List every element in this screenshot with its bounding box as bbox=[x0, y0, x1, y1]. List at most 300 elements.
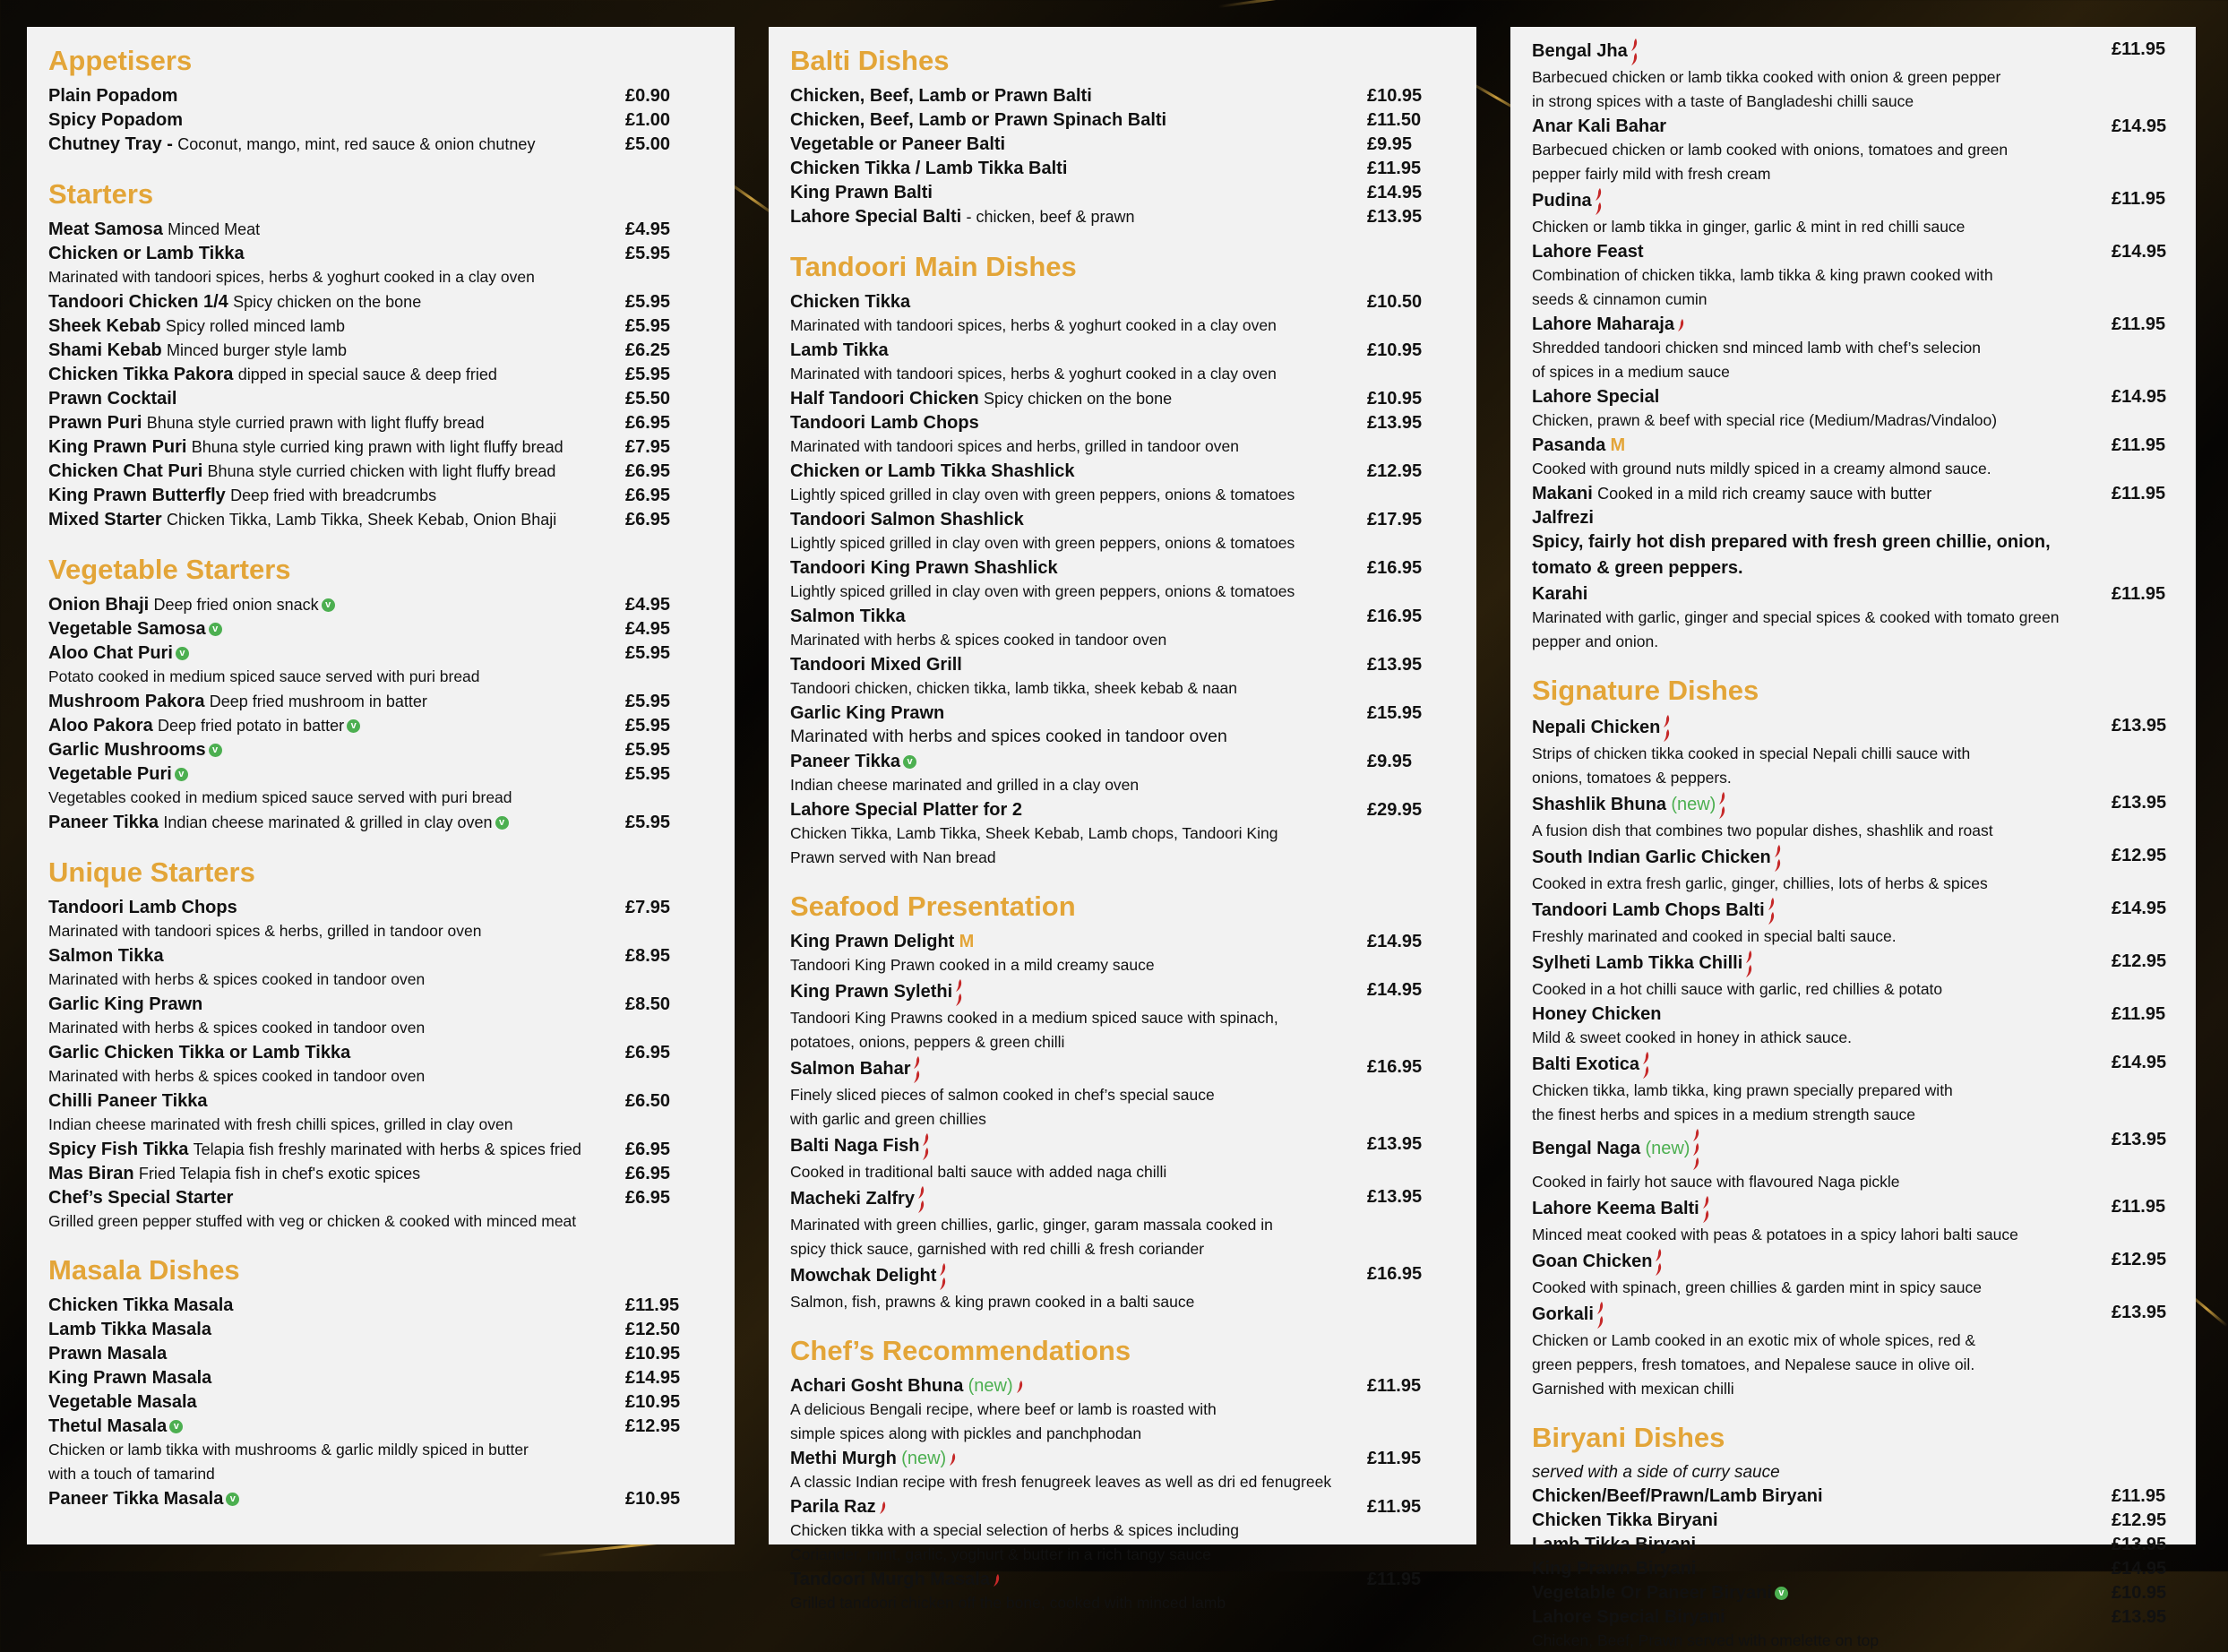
dish-description: Chicken tikka, lamb tikka, king prawn specially prepared with bbox=[1532, 1081, 1953, 1099]
menu-item-row bbox=[1532, 1533, 2176, 1557]
chilli-icon bbox=[939, 1262, 947, 1291]
chilli-icon bbox=[993, 1573, 1001, 1587]
menu-item bbox=[790, 653, 1457, 700]
menu-item-main bbox=[48, 133, 625, 157]
menu-item bbox=[48, 993, 715, 1039]
menu-item-row bbox=[790, 1132, 1457, 1161]
dish-description: Chicken, prawn & beef with special rice (Medium/Madras/Vindaloo) bbox=[1532, 411, 1998, 429]
dish-name: Tandoori Lamb Chops Balti bbox=[1532, 900, 1765, 921]
dish-price: £6.95 bbox=[625, 413, 671, 433]
menu-item-main bbox=[790, 387, 1367, 411]
menu-item-row bbox=[48, 1089, 715, 1114]
dish-price: £1.00 bbox=[625, 110, 671, 130]
menu-item bbox=[790, 1495, 1457, 1566]
dish-price: £5.95 bbox=[625, 292, 671, 312]
menu-item-main bbox=[48, 1041, 625, 1065]
dish-price: £4.95 bbox=[625, 595, 671, 615]
dish-name: Tandoori King Prawn Shashlick bbox=[790, 558, 1058, 578]
dish-name: Mushroom Pakora bbox=[48, 692, 205, 711]
dish-description: Potato cooked in medium spiced sauce served with puri bread bbox=[48, 667, 480, 685]
dish-name: Chicken Tikka Biryani bbox=[1532, 1510, 1718, 1530]
menu-item-row bbox=[790, 750, 1457, 774]
menu-item bbox=[48, 593, 715, 617]
dish-name: Lamb Tikka Masala bbox=[48, 1320, 211, 1339]
menu-item-main bbox=[790, 508, 1367, 532]
menu-item bbox=[1532, 313, 2176, 383]
dish-name: South Indian Garlic Chicken bbox=[1532, 848, 1771, 868]
dish-name: Pasanda bbox=[1532, 435, 1606, 455]
dish-price: £8.50 bbox=[625, 994, 671, 1014]
menu-item-row bbox=[48, 339, 715, 363]
menu-item-main bbox=[48, 484, 625, 508]
menu-item-main bbox=[1532, 506, 2112, 530]
menu-item-main bbox=[1532, 1195, 2112, 1224]
dish-name: Nepali Chicken bbox=[1532, 718, 1661, 738]
menu-item-main bbox=[790, 930, 1367, 954]
dish-price: £10.95 bbox=[1367, 340, 1423, 360]
dish-price: £16.95 bbox=[1367, 1264, 1423, 1284]
menu-item bbox=[48, 387, 715, 411]
menu-item bbox=[1532, 1605, 2176, 1652]
menu-item-main bbox=[790, 978, 1367, 1007]
menu-item-row bbox=[1532, 950, 2176, 978]
dish-description: Marinated with herbs and spices cooked in tandoor oven bbox=[790, 727, 1227, 746]
menu-item-row bbox=[48, 762, 715, 787]
dish-name: Parila Raz bbox=[790, 1497, 876, 1517]
menu-item bbox=[1532, 897, 2176, 948]
menu-item-main bbox=[48, 242, 625, 266]
menu-item-main bbox=[48, 738, 625, 762]
dish-price: £12.95 bbox=[625, 1416, 681, 1436]
menu-item-main bbox=[1532, 950, 2112, 978]
menu-item bbox=[1532, 1484, 2176, 1509]
menu-item bbox=[790, 133, 1457, 157]
veg-icon: v bbox=[209, 623, 222, 636]
menu-item-row bbox=[790, 1185, 1457, 1214]
menu-item bbox=[48, 1487, 715, 1511]
menu-item-row bbox=[790, 508, 1457, 532]
dish-description: Chicken or Lamb cooked in an exotic mix of whole spices, red & bbox=[1532, 1331, 1976, 1349]
chilli-icon bbox=[922, 1132, 930, 1161]
menu-item-main bbox=[48, 617, 625, 641]
dish-description: Coriander, mint, garlic, yoghurt & butter in a rich tangy sauce bbox=[790, 1545, 1211, 1563]
dish-name: Mowchak Delight bbox=[790, 1266, 937, 1286]
menu-item bbox=[48, 484, 715, 508]
dish-name: Chicken or Lamb Tikka Shashlick bbox=[790, 461, 1075, 481]
dish-price: £12.95 bbox=[2112, 1250, 2167, 1269]
menu-item bbox=[790, 205, 1457, 229]
chilli-icon bbox=[1774, 844, 1782, 873]
chilli-icon bbox=[917, 1185, 925, 1214]
menu-section bbox=[790, 889, 1457, 1313]
chilli-icon bbox=[1016, 1380, 1024, 1394]
menu-item bbox=[790, 750, 1457, 796]
dish-price: £5.95 bbox=[625, 813, 671, 832]
dish-name: Chicken, Beef, Lamb or Prawn Balti bbox=[790, 86, 1092, 106]
veg-icon: v bbox=[209, 744, 222, 757]
menu-item-main bbox=[48, 1186, 625, 1210]
menu-item-main bbox=[790, 205, 1367, 229]
menu-item bbox=[48, 363, 715, 387]
dish-description: Garnished with mexican chilli bbox=[1532, 1380, 1734, 1398]
menu-item bbox=[790, 605, 1457, 651]
menu-item-row bbox=[48, 1186, 715, 1210]
menu-item bbox=[790, 339, 1457, 385]
dish-name: Chicken Tikka bbox=[790, 292, 911, 312]
dish-name: Vegetable Or Paneer Biryani bbox=[1532, 1583, 1772, 1603]
dish-description: Minced meat cooked with peas & potatoes in a spicy lahori balti sauce bbox=[1532, 1226, 2018, 1243]
dish-name: Mixed Starter bbox=[48, 510, 162, 529]
section-title: Starters bbox=[48, 178, 154, 210]
dish-description: Cooked in fairly hot sauce with flavoured Naga pickle bbox=[1532, 1173, 1900, 1191]
dish-name: Chicken Tikka Masala bbox=[48, 1295, 234, 1315]
menu-item-row bbox=[1532, 1509, 2176, 1533]
menu-item bbox=[1532, 844, 2176, 895]
menu-item-main bbox=[790, 157, 1367, 181]
menu-item bbox=[790, 1132, 1457, 1183]
dish-name: Lamb Tikka Biryani bbox=[1532, 1535, 1697, 1554]
menu-item bbox=[48, 1342, 715, 1366]
menu-column-1 bbox=[27, 27, 735, 1544]
dish-name: Mas Biran bbox=[48, 1164, 134, 1183]
dish-name: Prawn Puri bbox=[48, 413, 142, 433]
menu-item-main bbox=[48, 411, 625, 435]
dish-description: green peppers, fresh tomatoes, and Nepalese sauce in olive oil. bbox=[1532, 1355, 1975, 1373]
dish-name: Aloo Pakora bbox=[48, 716, 153, 736]
menu-item-main bbox=[790, 411, 1367, 435]
menu-item-main bbox=[790, 1055, 1367, 1084]
dish-description: Tandoori King Prawns cooked in a medium spiced sauce with spinach, bbox=[790, 1009, 1278, 1027]
menu-item bbox=[1532, 950, 2176, 1001]
menu-item-main bbox=[790, 290, 1367, 314]
dish-price: £13.95 bbox=[2112, 716, 2167, 736]
menu-item-row bbox=[1532, 1301, 2176, 1329]
dish-price: £12.50 bbox=[625, 1320, 681, 1339]
menu-item bbox=[1532, 1301, 2176, 1400]
dish-price: £17.95 bbox=[1367, 510, 1423, 529]
menu-item bbox=[1532, 482, 2176, 506]
menu-item-main bbox=[48, 1342, 625, 1366]
menu-item-row bbox=[790, 930, 1457, 954]
chilli-icon bbox=[1768, 897, 1776, 925]
menu-item-row bbox=[1532, 38, 2176, 66]
dish-name: Vegetable Samosa bbox=[48, 619, 206, 639]
menu-section bbox=[48, 552, 715, 835]
dish-description: Indian cheese marinated and grilled in a clay oven bbox=[790, 776, 1140, 794]
menu-item-row bbox=[1532, 844, 2176, 873]
dish-name: Thetul Masala bbox=[48, 1416, 168, 1436]
menu-item-main bbox=[790, 750, 1367, 774]
menu-item-row bbox=[48, 1162, 715, 1186]
menu-item-row bbox=[790, 978, 1457, 1007]
dish-description: Cooked with spinach, green chillies & garden mint in spicy sauce bbox=[1532, 1278, 1982, 1296]
dish-price: £13.95 bbox=[1367, 1134, 1423, 1154]
dish-name: Macheki Zalfry bbox=[790, 1189, 915, 1209]
menu-section bbox=[1532, 673, 2176, 1400]
menu-item-row bbox=[1532, 313, 2176, 337]
menu-item bbox=[48, 1366, 715, 1390]
menu-item-main bbox=[48, 762, 625, 787]
dish-price: £0.90 bbox=[625, 86, 671, 106]
dish-description: Chicken, Beef, Prawn served with omelette on top bbox=[1532, 1631, 1880, 1649]
dish-name: Paneer Tikka bbox=[790, 752, 901, 771]
dish-price: £13.95 bbox=[2112, 1130, 2167, 1149]
menu-item bbox=[790, 1055, 1457, 1131]
menu-item-row bbox=[48, 1294, 715, 1318]
menu-item-main bbox=[790, 133, 1367, 157]
chilli-icon bbox=[1702, 1195, 1710, 1224]
menu-item bbox=[48, 218, 715, 242]
menu-item-main bbox=[1532, 1533, 2112, 1557]
dish-name: Vegetable Masala bbox=[48, 1392, 197, 1412]
dish-description: Marinated with green chillies, garlic, ginger, garam massala cooked in bbox=[790, 1216, 1273, 1234]
section-title: Chef’s Recommendations bbox=[790, 1335, 1131, 1366]
dish-name: Lahore Special Biryani bbox=[1532, 1607, 1725, 1627]
menu-item-row bbox=[48, 593, 715, 617]
section-title: Vegetable Starters bbox=[48, 554, 291, 585]
dish-short-description: Deep fried with breadcrumbs bbox=[230, 486, 437, 504]
menu-item-row bbox=[48, 811, 715, 835]
menu-item-row bbox=[48, 411, 715, 435]
dish-price: £12.95 bbox=[2112, 1510, 2167, 1530]
dish-description: Marinated with herbs & spices cooked in tandoor oven bbox=[48, 1019, 426, 1037]
menu-item-main bbox=[1532, 1051, 2112, 1080]
veg-icon: v bbox=[495, 816, 509, 830]
dish-name: Honey Chicken bbox=[1532, 1004, 1662, 1024]
menu-item-row bbox=[790, 798, 1457, 822]
dish-name: Pudina bbox=[1532, 191, 1592, 211]
dish-short-description: Bhuna style curried chicken with light fluffy bread bbox=[207, 462, 556, 480]
menu-item bbox=[48, 290, 715, 314]
menu-item-main bbox=[790, 605, 1367, 629]
dish-price: £14.95 bbox=[2112, 1559, 2167, 1579]
dish-name: Aloo Chat Puri bbox=[48, 643, 173, 663]
section-title: Balti Dishes bbox=[790, 45, 950, 76]
menu-item-main bbox=[1532, 38, 2112, 66]
section-title: Appetisers bbox=[48, 45, 193, 76]
menu-item-row bbox=[1532, 1605, 2176, 1630]
dish-name: Salmon Tikka bbox=[790, 607, 906, 626]
new-tag: (new) bbox=[1671, 795, 1716, 815]
dish-price: £13.95 bbox=[2112, 1303, 2167, 1322]
dish-price: £6.25 bbox=[625, 340, 671, 360]
dish-price: £11.95 bbox=[2112, 1197, 2166, 1217]
menu-item-row bbox=[790, 84, 1457, 108]
menu-item-main bbox=[48, 387, 625, 411]
menu-item bbox=[48, 411, 715, 435]
dish-price: £13.95 bbox=[1367, 1187, 1423, 1207]
dish-short-description: Fried Telapia fish in chef's exotic spices bbox=[138, 1165, 421, 1183]
dish-price: £14.95 bbox=[2112, 116, 2167, 136]
menu-item-row bbox=[1532, 434, 2176, 458]
menu-item-main bbox=[1532, 1509, 2112, 1533]
dish-description: Mild & sweet cooked in honey in athick sauce. bbox=[1532, 1028, 1852, 1046]
menu-item-row bbox=[48, 1366, 715, 1390]
dish-price: £16.95 bbox=[1367, 1057, 1423, 1077]
chilli-icon bbox=[1677, 318, 1685, 332]
dish-name: Vegetable or Paneer Balti bbox=[790, 134, 1006, 154]
menu-section bbox=[790, 249, 1457, 869]
chilli-icon bbox=[1745, 950, 1753, 978]
menu-item-main bbox=[1532, 385, 2112, 409]
menu-item-main bbox=[48, 1390, 625, 1415]
menu-item-main bbox=[790, 1185, 1367, 1214]
dish-description: Shredded tandoori chicken snd minced lamb with chef’s selecion bbox=[1532, 339, 1981, 357]
menu-item-main bbox=[1532, 240, 2112, 264]
dish-name: Chicken Tikka Pakora bbox=[48, 365, 234, 384]
menu-item bbox=[790, 387, 1457, 411]
dish-name: Lahore Feast bbox=[1532, 242, 1644, 262]
menu-item bbox=[48, 738, 715, 762]
menu-item bbox=[790, 978, 1457, 1054]
dish-description: Prawn served with Nan bread bbox=[790, 848, 996, 866]
dish-price: £6.95 bbox=[625, 1188, 671, 1208]
menu-item bbox=[48, 242, 715, 288]
dish-short-description: Indian cheese marinated & grilled in clay oven bbox=[163, 813, 493, 831]
menu-item bbox=[790, 1568, 1457, 1614]
dish-name: Spicy Fish Tikka bbox=[48, 1140, 189, 1159]
menu-item-main bbox=[48, 435, 625, 460]
dish-description: Marinated with tandoori spices & herbs, grilled in tandoor oven bbox=[48, 922, 482, 940]
menu-item bbox=[790, 930, 1457, 977]
menu-item-main bbox=[790, 701, 1367, 726]
dish-price: £11.95 bbox=[1367, 1376, 1422, 1396]
menu-item-main bbox=[1532, 582, 2112, 607]
menu-item-main bbox=[48, 714, 625, 738]
dish-price: £10.50 bbox=[1367, 292, 1423, 312]
menu-item-main bbox=[48, 1294, 625, 1318]
dish-price: £14.95 bbox=[2112, 242, 2167, 262]
dish-description: Salmon, fish, prawns & king prawn cooked in a balti sauce bbox=[790, 1293, 1195, 1311]
menu-item bbox=[48, 896, 715, 942]
dish-name: King Prawn Puri bbox=[48, 437, 187, 457]
menu-section bbox=[790, 1333, 1457, 1614]
new-tag: (new) bbox=[901, 1449, 947, 1468]
dish-price: £11.95 bbox=[1367, 1449, 1422, 1468]
dish-short-description: - chicken, beef & prawn bbox=[966, 208, 1135, 226]
chilli-icon bbox=[1630, 38, 1639, 66]
menu-item-row bbox=[1532, 1557, 2176, 1581]
menu-item-main bbox=[48, 314, 625, 339]
dish-description: Barbecued chicken or lamb tikka cooked with onion & green pepper bbox=[1532, 68, 2001, 86]
menu-item bbox=[1532, 714, 2176, 789]
mild-tag: M bbox=[959, 932, 975, 951]
menu-item-row bbox=[48, 435, 715, 460]
dish-name: Makani bbox=[1532, 484, 1593, 503]
menu-item bbox=[790, 108, 1457, 133]
menu-item bbox=[790, 1185, 1457, 1261]
menu-item-row bbox=[1532, 506, 2176, 530]
dish-name: Bengal Naga bbox=[1532, 1139, 1641, 1159]
dish-price: £10.95 bbox=[2112, 1583, 2167, 1603]
veg-icon: v bbox=[1775, 1587, 1788, 1600]
menu-item-row bbox=[48, 218, 715, 242]
menu-item-row bbox=[1532, 1248, 2176, 1277]
menu-item-row bbox=[790, 133, 1457, 157]
menu-item-main bbox=[48, 218, 625, 242]
dish-name: Balti Naga Fish bbox=[790, 1136, 920, 1157]
dish-name: Garlic Mushrooms bbox=[48, 740, 206, 760]
menu-item-main bbox=[48, 993, 625, 1017]
menu-item-row bbox=[790, 1447, 1457, 1471]
dish-price: £11.95 bbox=[2112, 584, 2166, 604]
menu-item bbox=[1532, 434, 2176, 480]
dish-description: Barbecued chicken or lamb cooked with onions, tomatoes and green bbox=[1532, 141, 2009, 159]
dish-name: Tandoori Murgh Masala bbox=[790, 1570, 990, 1589]
menu-item-main bbox=[1532, 187, 2112, 216]
menu-item-row bbox=[48, 617, 715, 641]
section-title: Tandoori Main Dishes bbox=[790, 251, 1077, 282]
menu-item-main bbox=[790, 1374, 1367, 1398]
dish-price: £13.95 bbox=[1367, 207, 1423, 227]
dish-price: £12.95 bbox=[2112, 951, 2167, 971]
menu-item bbox=[1532, 115, 2176, 185]
menu-item-main bbox=[1532, 791, 2112, 820]
menu-item-main bbox=[48, 508, 625, 532]
menu-item bbox=[790, 460, 1457, 506]
menu-item bbox=[1532, 385, 2176, 432]
dish-price: £5.95 bbox=[625, 716, 671, 736]
section-title: Masala Dishes bbox=[48, 1254, 240, 1286]
menu-item-main bbox=[48, 108, 625, 133]
menu-item bbox=[790, 701, 1457, 748]
dish-price: £10.95 bbox=[625, 1344, 681, 1364]
dish-description: Marinated with garlic, ginger and special spices & cooked with tomato green bbox=[1532, 608, 2060, 626]
menu-item-main bbox=[48, 690, 625, 714]
menu-item bbox=[1532, 38, 2176, 113]
menu-item-main bbox=[48, 896, 625, 920]
menu-item-main bbox=[48, 1366, 625, 1390]
dish-price: £6.50 bbox=[625, 1091, 671, 1111]
menu-item bbox=[48, 108, 715, 133]
menu-item-row bbox=[1532, 1002, 2176, 1027]
menu-item-main bbox=[790, 84, 1367, 108]
menu-item-main bbox=[1532, 1484, 2112, 1509]
menu-section bbox=[48, 176, 715, 532]
menu-item-row bbox=[790, 181, 1457, 205]
section-title: Seafood Presentation bbox=[790, 891, 1076, 922]
dish-short-description: Coconut, mango, mint, red sauce & onion chutney bbox=[177, 135, 536, 153]
menu-item-main bbox=[48, 1162, 625, 1186]
menu-item bbox=[48, 690, 715, 714]
dish-description: with garlic and green chillies bbox=[790, 1110, 986, 1128]
menu-section bbox=[790, 43, 1457, 229]
menu-item-main bbox=[1532, 482, 2112, 506]
menu-section bbox=[1532, 1420, 2176, 1652]
menu-item bbox=[48, 1162, 715, 1186]
mild-tag: M bbox=[1610, 435, 1626, 455]
menu-item bbox=[790, 1447, 1457, 1493]
dish-description: Marinated with tandoori spices and herbs, grilled in tandoor oven bbox=[790, 437, 1239, 455]
menu-column-2 bbox=[769, 27, 1476, 1612]
menu-item bbox=[1532, 506, 2176, 581]
menu-item bbox=[790, 556, 1457, 603]
menu-item-main bbox=[48, 593, 625, 617]
dish-name: Vegetable Puri bbox=[48, 764, 172, 784]
dish-price: £6.95 bbox=[625, 1140, 671, 1159]
dish-price: £6.95 bbox=[625, 461, 671, 481]
dish-description: A fusion dish that combines two popular dishes, shashlik and roast bbox=[1532, 822, 1993, 839]
dish-description: Lightly spiced grilled in clay oven with green peppers, onions & tomatoes bbox=[790, 486, 1295, 503]
chilli-icon bbox=[1642, 1051, 1650, 1080]
dish-name: Chicken Chat Puri bbox=[48, 461, 203, 481]
dish-price: £6.95 bbox=[625, 510, 671, 529]
menu-item bbox=[48, 435, 715, 460]
dish-short-description: Minced burger style lamb bbox=[166, 341, 348, 359]
dish-price: £14.95 bbox=[625, 1368, 681, 1388]
dish-short-description: Deep fried potato in batter bbox=[157, 717, 345, 735]
dish-short-description: Deep fried mushroom in batter bbox=[209, 693, 427, 710]
